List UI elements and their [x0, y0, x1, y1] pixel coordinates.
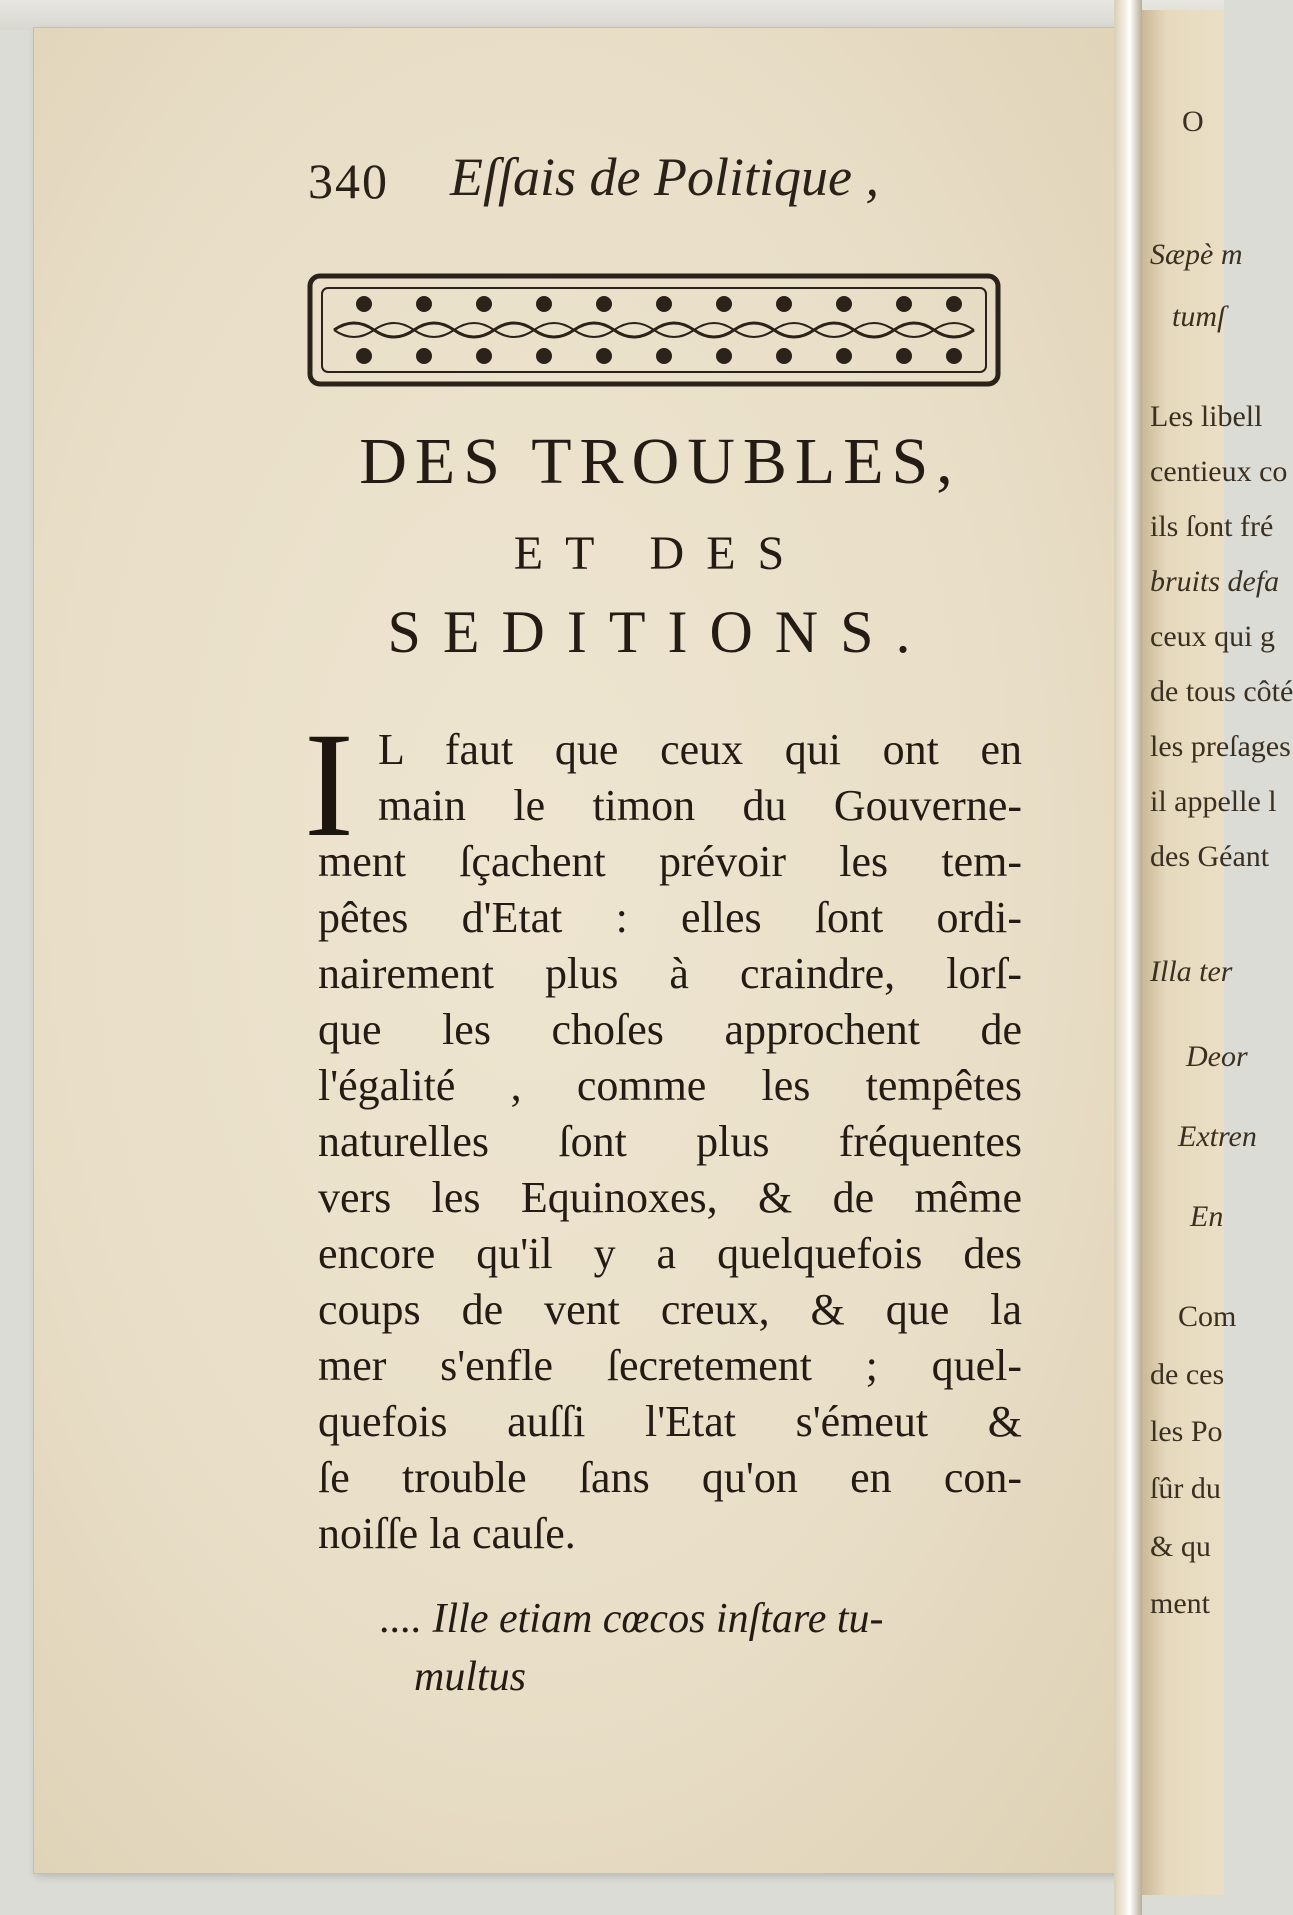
body-line: vers les Equinoxes, & de même — [318, 1173, 1022, 1222]
facing-page-fragment: Les libell — [1150, 400, 1263, 433]
body-line: que les choſes approchent de — [318, 1005, 1022, 1054]
facing-page-fragment: il appelle l — [1150, 785, 1277, 818]
body-line: ſe trouble ſans qu'on en con- — [318, 1453, 1022, 1502]
body-line: noiſſe la cauſe. — [318, 1509, 576, 1558]
body-line: encore qu'il y a quelquefois des — [318, 1229, 1022, 1278]
facing-page-fragment: En — [1190, 1200, 1224, 1233]
facing-page-fragment: & qu — [1150, 1530, 1211, 1563]
facing-page — [1142, 10, 1293, 1895]
facing-page-fragment: ment — [1150, 1587, 1210, 1620]
facing-page-fragment: Sæpè m — [1150, 238, 1243, 271]
verse-line: .... Ille etiam cœcos inſtare tu- — [380, 1596, 884, 1642]
facing-page-fragment: de tous côté — [1150, 675, 1293, 708]
facing-page-fragment: ceux qui g — [1150, 620, 1275, 653]
chapter-title-line-3: SEDITIONS. — [387, 599, 933, 665]
facing-page-fragment: les preſages — [1150, 730, 1291, 763]
body-line: l'égalité , comme les tempêtes — [318, 1061, 1022, 1110]
facing-page-fragment: tumſ — [1172, 300, 1226, 333]
body-line: mer s'enfle ſecretement ; quel- — [318, 1341, 1022, 1390]
facing-page-fragment: Com — [1178, 1300, 1237, 1333]
facing-page-fragment: ſûr du — [1150, 1472, 1221, 1505]
body-line: naturelles ſont plus fréquentes — [318, 1117, 1022, 1166]
ornamental-headpiece — [304, 268, 1004, 392]
facing-page-fragment: bruits defa — [1150, 565, 1280, 598]
facing-page-fragment: centieux co — [1150, 455, 1288, 488]
body-line: ment ſçachent prévoir les tem- — [318, 837, 1022, 886]
facing-page-fragment: ils ſont fré — [1150, 510, 1274, 543]
body-line: nairement plus à craindre, lorſ- — [318, 949, 1022, 998]
facing-page-fragment: Illa ter — [1150, 955, 1233, 988]
body-line: main le timon du Gouverne- — [378, 781, 1022, 830]
book-gutter — [1114, 0, 1142, 1915]
body-line: coups de vent creux, & que la — [318, 1285, 1022, 1334]
scan-background-edge — [0, 0, 1224, 30]
body-line: pêtes d'Etat : elles ſont ordi- — [318, 893, 1022, 942]
chapter-title-line-1: DES TROUBLES, — [359, 425, 961, 498]
facing-page-fragment: Deor — [1186, 1040, 1248, 1073]
body-paragraph — [318, 722, 1022, 1562]
drop-cap: I — [304, 702, 354, 868]
body-line: quefois auſſi l'Etat s'émeut & — [318, 1397, 1022, 1446]
page-number: 340 — [308, 153, 389, 209]
facing-page-fragment: Extren — [1178, 1120, 1257, 1153]
facing-page-fragment: de ces — [1150, 1358, 1225, 1391]
facing-page-fragment: les Po — [1150, 1415, 1223, 1448]
chapter-title-line-2: ET DES — [513, 527, 807, 580]
body-line: L faut que ceux qui ont en — [378, 725, 1022, 774]
facing-page-fragment: des Géant — [1150, 840, 1270, 873]
running-header — [308, 147, 1028, 222]
latin-verse-quotation — [380, 1590, 1020, 1706]
running-title: Eſſais de Politique , — [450, 147, 879, 207]
verse-line: multus — [414, 1654, 527, 1700]
facing-page-fragment: O — [1182, 105, 1204, 138]
